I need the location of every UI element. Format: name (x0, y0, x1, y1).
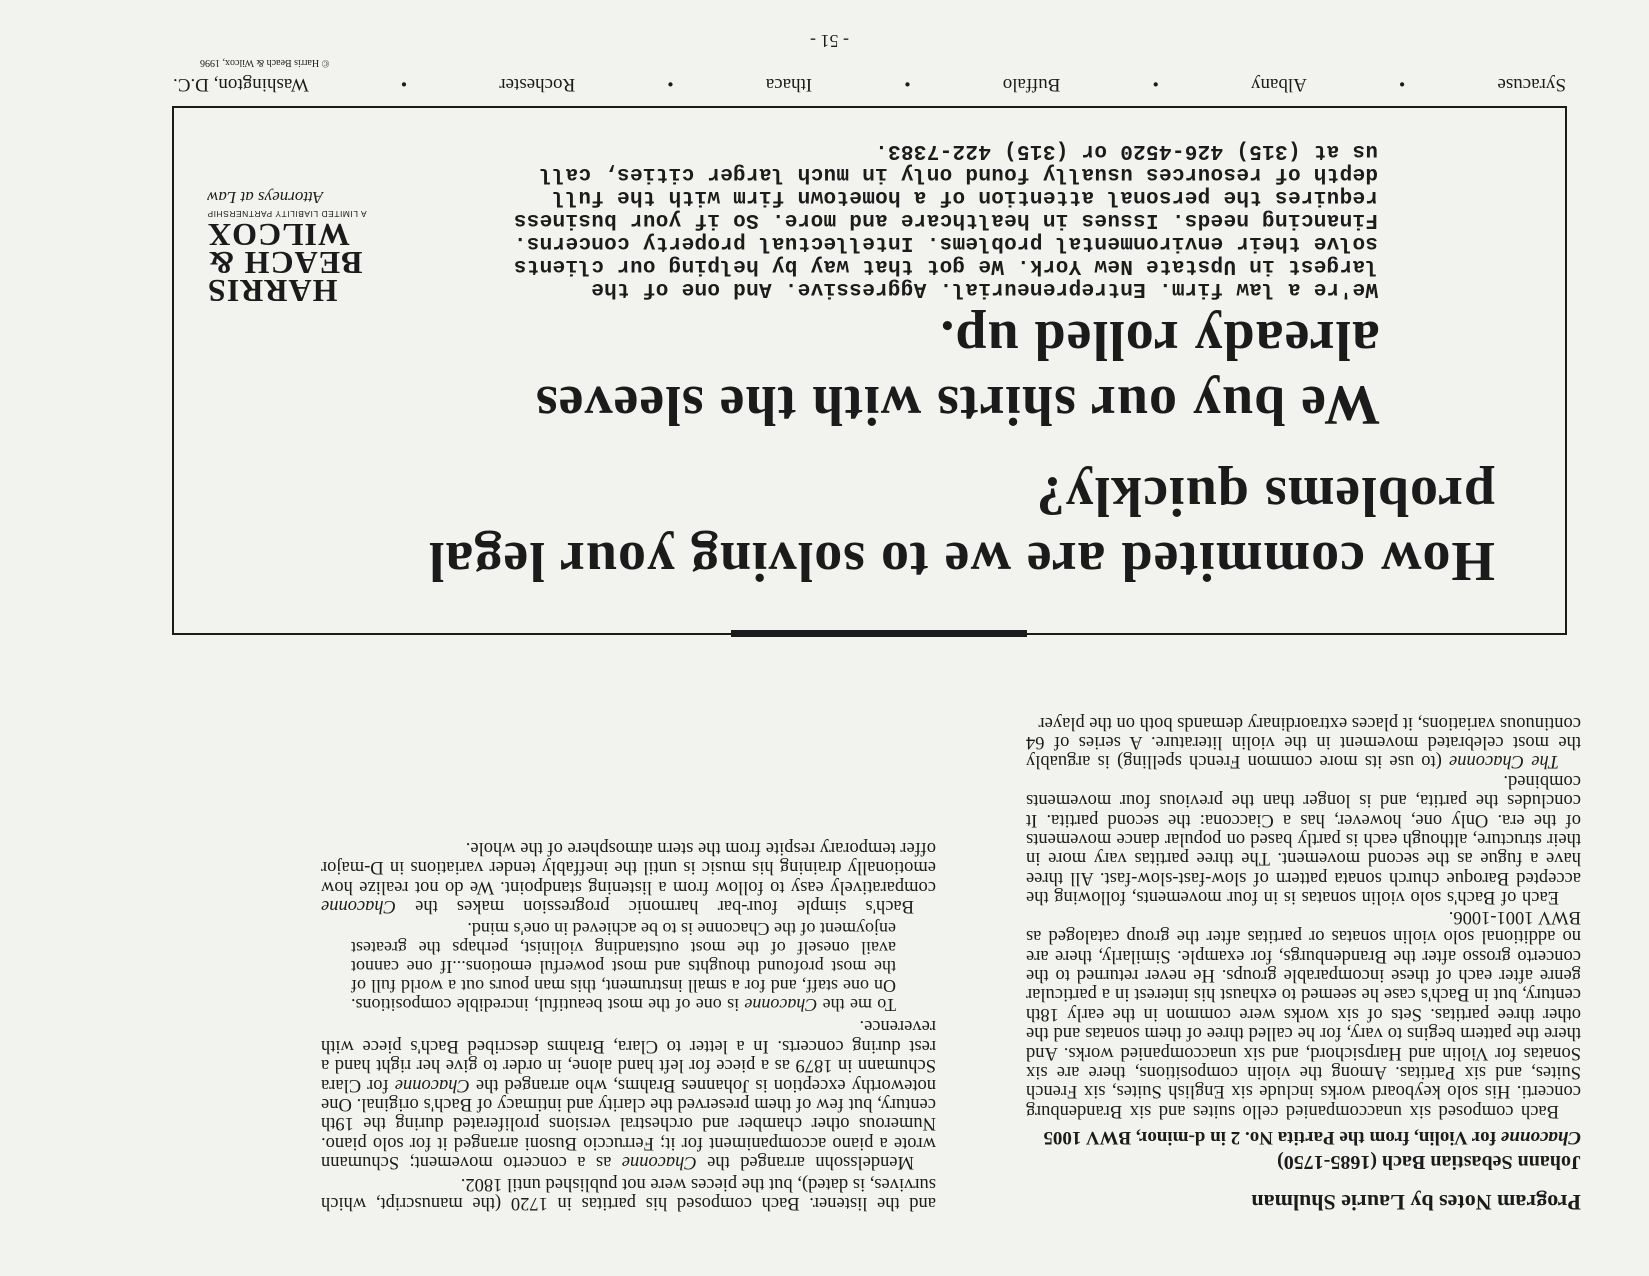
ad-headline: How commited are we to solving your legal problems quickly? (427, 465, 1495, 592)
para6-text-b: comparatively easy to follow from a listening standpoint. We do not realize how emotionally draining his music is until the ineffably tender variations in D-major offer temporary respite from the stern atmosphere of the whole. (321, 837, 936, 897)
notes-paragraph-4: and the listener. Bach composed his partitas in 1720 (the manuscript, which survives, is dated), but the pieces were not published until 1802. (321, 1173, 936, 1213)
para5-italic-b: Chaconne (394, 1074, 470, 1095)
office-washington: Washington, D.C. (173, 74, 309, 95)
brahms-quote (351, 919, 896, 1014)
office-locations (173, 72, 1566, 96)
ad-top-rule (731, 630, 1027, 637)
ad-copyright: © Harris Beach & Wilcox, 1996 (200, 57, 330, 68)
quote-italic: Chaconne (744, 994, 818, 1015)
firm-logo (207, 187, 437, 309)
bullet-icon: • (904, 74, 911, 95)
bullet-icon: • (667, 74, 674, 95)
program-notes-column-right (321, 835, 936, 1212)
law-firm-advertisement (172, 106, 1567, 635)
work-title (1026, 1128, 1581, 1147)
para5-text-a: Mendelssohn arranged the (696, 1152, 914, 1173)
program-notes-column-left (1026, 712, 1581, 1215)
para5-text-b: as a concerto movement; Schumann wrote a piano accompaniment for it; Ferruccio Busoni arranged it for solo piano. Numerous other chamber and orchestral versions proliferated during the 19th century, but few of them preserved the clarity and intimacy of Bach's original. One noteworthy exception is Johannes Brahms, who arranged the (321, 1074, 936, 1173)
ad-body-text: We're a law firm. Entrepreneurial. Aggressive. And one of the largest in Upstate New York. We got that way by helping our clients solve their environmental problems. Intellectual property concerns. Financing needs. Issues in healthcare and more. So if your business requires the personal attention of a hometown firm with the full depth of resources usually found only in much larger cities, call us at (315) 426-4520 or (315) 422-7383. (513, 139, 1378, 300)
firm-name-line-3: WILCOX (207, 217, 350, 253)
office-syracuse: Syracuse (1497, 74, 1566, 95)
work-title-italic: Chaconne (1500, 1127, 1581, 1149)
notes-paragraph-6 (321, 837, 936, 915)
para5-italic-a: Chaconne (621, 1152, 697, 1173)
notes-paragraph-3-text: (to use its more common French spelling) is arguably the most celebrated movement in the violin literature. A series of 64 continuous variations, it places extraordinary demands both on the player (1026, 712, 1581, 772)
para6-italic: Chaconne (321, 895, 397, 916)
notes-paragraph-1: Bach composed six unaccompanied cello suites and six Brandenburg concerti. His solo keyboard works include six English Suites, six French Suites, and six Partitas. Among the violin compositions, there are six Sonatas for Violin and Harpsichord, and six unaccompanied works. And there the pattern begins to vary, for he called three of them sonatas and the other three partitas. Sets of six works were common in the early 18th century, but in Bach's case he seemed to exhaust his interest in a particular genre after each of these incomparable groups. He never returned to the concerto grosso after the Brandenburgs, for example. Similarly, there are no additional solo violin sonatas or partitas after the group cataloged as BWV 1001-1006. (1026, 906, 1581, 1121)
para5-text-c: for Clara Schumann in 1879 as a piece for left hand alone, in order to give her right hand a rest during concerts. In a letter to Clara, Brahms described Bach's piece with reverence. (321, 1016, 936, 1095)
office-rochester: Rochester (499, 74, 576, 95)
composer-name: Johann Sebastian Bach (1685-1750) (1277, 1150, 1581, 1173)
bullet-icon: • (1398, 74, 1406, 95)
work-title-rest: for Violin, from the Partita No. 2 in d-minor, BWV 1005 (1043, 1127, 1501, 1149)
quote-text-b: is one of the most beautiful, incredible compositions. On one staff, and for a small instrument, this man pours out a world full of the most profound thoughts and most powerful emotions...If one cannot avail oneself of the most outstanding violinist, perhaps the greatest enjoyment of the Chaconne is to be achieved in one's mind. (351, 918, 896, 1015)
page-number: - 51 - (810, 31, 849, 51)
firm-tagline: Attorneys at Law (207, 188, 324, 207)
firm-name-line-2: BEACH & (207, 245, 363, 281)
chaconne-title: The Chaconne (1449, 751, 1559, 772)
program-notes-heading: Program Notes by Laurie Shulman (1251, 1190, 1581, 1215)
office-buffalo: Buffalo (1002, 74, 1061, 95)
ad-tagline: We buy our shirts with the sleeves already rolled up. (535, 309, 1380, 436)
bullet-icon: • (400, 74, 408, 95)
firm-subtitle: A LIMITED LIABILITY PARTNERSHIP (207, 209, 367, 219)
bullet-icon: • (1152, 74, 1159, 95)
office-albany: Albany (1250, 74, 1307, 95)
notes-paragraph-2: Each of Bach's solo violin sonatas is in four movements, following the accepted Baroque church sonata pattern of slow-fast-slow-fast. All three have a fugue as the second movement. The three partitas vary more in their structure, although each is partly based on popular dance movements of the era. Only one, however, has a Ciaccona: the second partita. It concludes the partita, and is longer than the previous four movements combined. (1026, 770, 1581, 908)
quote-text-a: To me the (817, 994, 896, 1015)
office-ithaca: Ithaca (765, 74, 813, 95)
firm-name-line-1: HARRIS (207, 273, 338, 309)
para6-text-a: Bach's simple four-bar harmonic progression makes the (396, 895, 914, 916)
notes-paragraph-3 (1026, 712, 1581, 770)
notes-paragraph-5 (321, 1016, 936, 1171)
